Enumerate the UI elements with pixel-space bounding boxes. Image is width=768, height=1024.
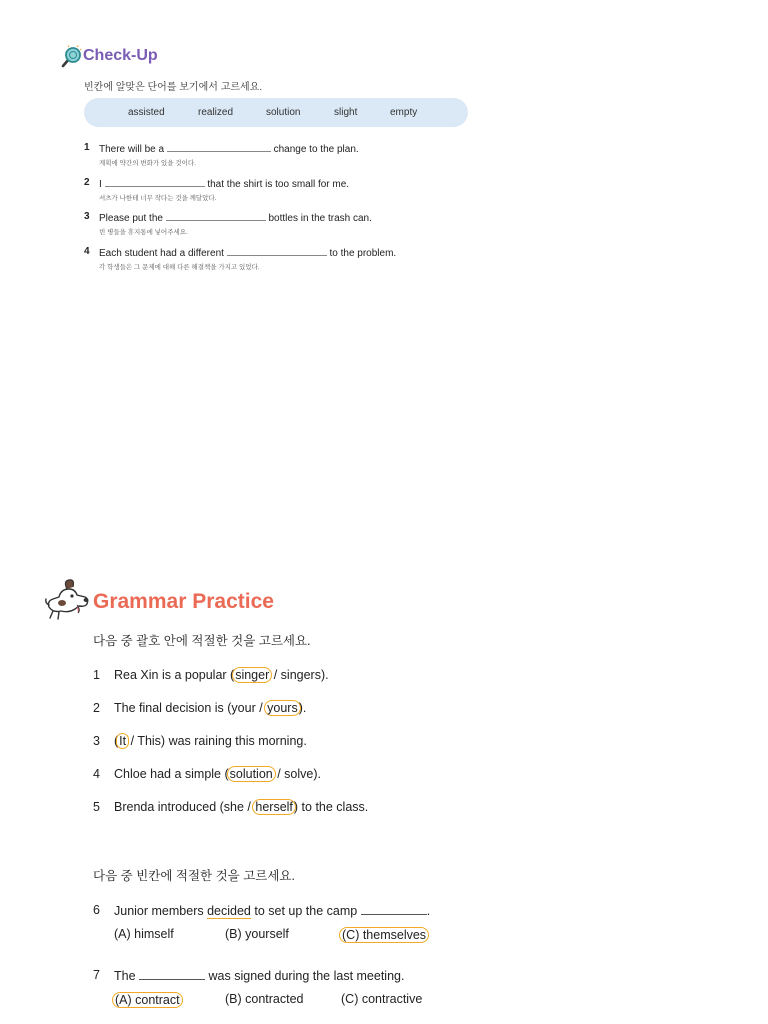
item-text: ). <box>298 701 307 715</box>
item-text: The <box>114 969 136 983</box>
item-text: There will be a <box>99 144 165 155</box>
checkup-title: Check-Up <box>83 47 158 64</box>
item-text: / solve). <box>273 767 321 781</box>
item-number: 4 <box>93 767 100 781</box>
item-text: I <box>99 179 102 190</box>
item-number: 2 <box>93 701 100 715</box>
circled-answer[interactable]: solution <box>227 766 276 782</box>
option-a-selected[interactable]: (A) contract <box>112 992 183 1008</box>
magnifier-icon <box>60 45 82 69</box>
answer-blank[interactable] <box>139 968 205 980</box>
option-a[interactable]: (A) himself <box>114 927 174 941</box>
item-text: Please put the <box>99 213 163 224</box>
word-bank-item: assisted <box>128 107 165 118</box>
item-text: Chloe had a simple ( <box>114 767 229 781</box>
item-text: to set up the camp <box>250 904 358 918</box>
answer-blank[interactable] <box>105 177 205 187</box>
item-text: The final decision is (your / <box>114 701 267 715</box>
item-text: Brenda introduced (she / <box>114 800 255 814</box>
word-bank-item: solution <box>266 107 301 118</box>
item-text: was signed during the last meeting. <box>208 969 405 983</box>
circled-answer[interactable]: yours <box>264 700 301 716</box>
item-text: that the shirt is too small for me. <box>207 179 350 190</box>
answer-blank[interactable] <box>227 246 327 256</box>
item-translation: 셔츠가 나한테 너무 작다는 것을 깨달았다. <box>99 195 217 202</box>
item-number: 2 <box>84 177 90 188</box>
item-translation: 빈 병들을 휴지통에 넣어주세요. <box>99 229 188 236</box>
underlined-word: decided <box>207 904 251 918</box>
grammar-instruction-2: 다음 중 빈칸에 적절한 것을 고르세요. <box>93 869 295 883</box>
item-number: 3 <box>93 734 100 748</box>
option-b[interactable]: (B) yourself <box>225 927 289 941</box>
item-text: to the problem. <box>329 248 397 259</box>
option-b[interactable]: (B) contracted <box>225 992 304 1006</box>
item-text: Junior members <box>114 904 208 918</box>
item-number: 3 <box>84 211 90 222</box>
item-translation: 각 학생들은 그 문제에 대해 다른 해결책을 가지고 있었다. <box>99 264 260 271</box>
word-bank-item: empty <box>390 107 418 118</box>
circled-answer[interactable]: It <box>116 733 129 749</box>
item-text: / This) was raining this morning. <box>127 734 307 748</box>
item-text: ( <box>114 734 119 748</box>
item-text: . <box>426 904 431 918</box>
item-number: 1 <box>93 668 100 682</box>
circled-answer[interactable]: herself <box>252 799 296 815</box>
checkup-instruction: 빈칸에 알맞은 단어를 보기에서 고르세요. <box>84 82 263 93</box>
word-bank-item: slight <box>334 107 358 118</box>
option-c-selected[interactable]: (C) themselves <box>339 927 429 943</box>
word-bank-item: realized <box>198 107 234 118</box>
word-bank <box>84 98 468 127</box>
item-text: change to the plan. <box>273 144 359 155</box>
item-number: 7 <box>93 968 100 982</box>
item-number: 5 <box>93 800 100 814</box>
item-number: 1 <box>84 142 90 153</box>
answer-blank[interactable] <box>167 142 271 152</box>
answer-blank[interactable] <box>361 903 427 915</box>
item-number: 4 <box>84 246 90 257</box>
item-text: bottles in the trash can. <box>268 213 372 224</box>
item-text: / singers). <box>270 668 329 682</box>
item-text: ) to the class. <box>293 800 369 814</box>
grammar-instruction-1: 다음 중 괄호 안에 적절한 것을 고르세요. <box>93 634 311 648</box>
item-text: Rea Xin is a popular ( <box>114 668 235 682</box>
answer-blank[interactable] <box>166 211 266 221</box>
item-number: 6 <box>93 903 100 917</box>
grammar-title: Grammar Practice <box>93 590 274 613</box>
item-translation: 계획에 약간의 변화가 있을 것이다. <box>99 160 196 167</box>
circled-answer[interactable]: singer <box>232 667 272 683</box>
option-c[interactable]: (C) contractive <box>341 992 423 1006</box>
item-text: Each student had a different <box>99 248 224 259</box>
dog-mascot-icon <box>45 577 91 621</box>
